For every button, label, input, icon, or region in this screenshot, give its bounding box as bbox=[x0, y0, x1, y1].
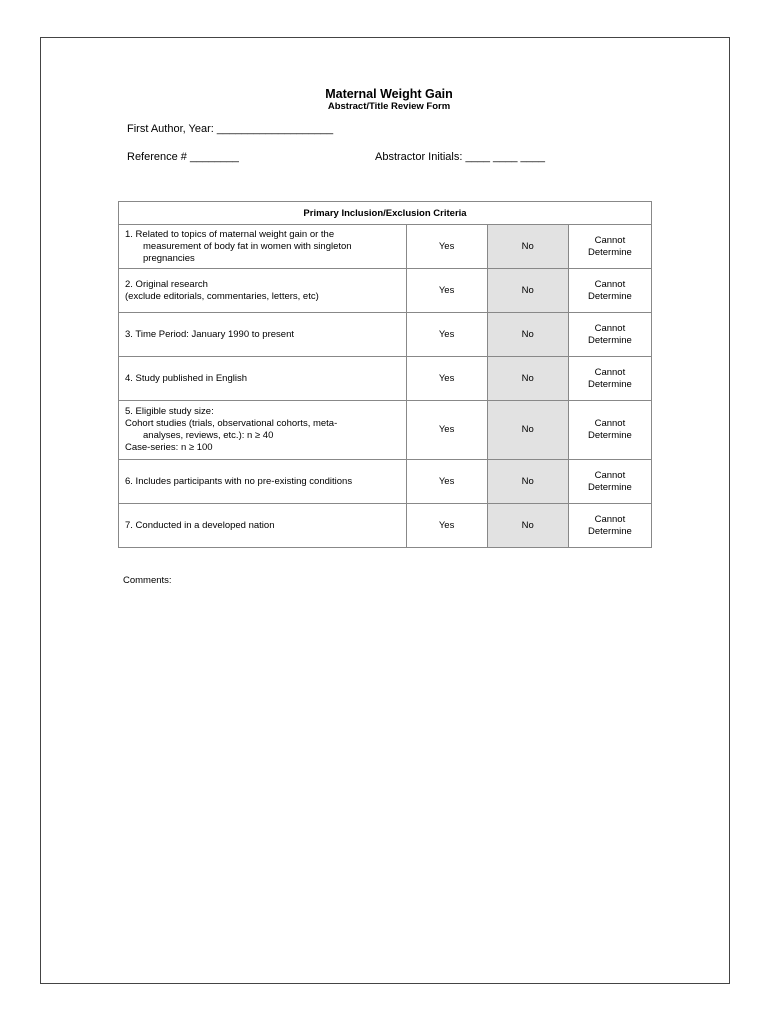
form-subtitle: Abstract/Title Review Form bbox=[327, 101, 451, 112]
option-line: Determine bbox=[587, 481, 632, 493]
cannot-determine-option[interactable] bbox=[568, 504, 651, 548]
criterion-cell bbox=[119, 313, 407, 357]
option-line: Cannot bbox=[594, 366, 626, 378]
criterion-line: 7. Conducted in a developed nation bbox=[125, 519, 275, 531]
criterion-cell bbox=[119, 460, 407, 504]
yes-option[interactable]: Yes bbox=[406, 357, 487, 401]
criterion-line: 3. Time Period: January 1990 to present bbox=[125, 328, 294, 340]
no-option[interactable]: No bbox=[487, 357, 568, 401]
cannot-determine-option[interactable] bbox=[568, 401, 651, 460]
yes-option[interactable]: Yes bbox=[406, 401, 487, 460]
comments-label: Comments: bbox=[123, 575, 172, 586]
table-row bbox=[119, 357, 652, 401]
yes-option[interactable]: Yes bbox=[406, 313, 487, 357]
no-option[interactable]: No bbox=[487, 504, 568, 548]
criterion-line: 6. Includes participants with no pre-existing conditions bbox=[125, 475, 353, 487]
criteria-table-header: Primary Inclusion/Exclusion Criteria bbox=[119, 202, 652, 225]
criterion-cell bbox=[119, 504, 407, 548]
option-line: Cannot bbox=[594, 513, 626, 525]
criterion-line: 5. Eligible study size: bbox=[125, 406, 214, 417]
table-row bbox=[119, 504, 652, 548]
criteria-table bbox=[118, 201, 652, 548]
criterion-cell bbox=[119, 401, 407, 460]
yes-option[interactable]: Yes bbox=[406, 225, 487, 269]
table-row bbox=[119, 460, 652, 504]
option-line: Determine bbox=[587, 430, 632, 441]
option-line: Cannot bbox=[594, 418, 626, 429]
criterion-line: 4. Study published in English bbox=[125, 372, 247, 384]
reference-number-field[interactable]: Reference # ________ bbox=[127, 151, 239, 163]
criterion-line: 2. Original research bbox=[125, 278, 208, 290]
yes-option[interactable]: Yes bbox=[406, 460, 487, 504]
criterion-line: pregnancies bbox=[143, 252, 195, 264]
form-title: Maternal Weight Gain bbox=[325, 87, 453, 101]
table-row bbox=[119, 313, 652, 357]
criterion-line: analyses, reviews, etc.): n ≥ 40 bbox=[143, 430, 274, 441]
option-line: Cannot bbox=[594, 469, 626, 481]
criterion-cell bbox=[119, 357, 407, 401]
no-option[interactable]: No bbox=[487, 225, 568, 269]
criterion-line: 1. Related to topics of maternal weight gain or the bbox=[125, 228, 335, 240]
option-line: Determine bbox=[587, 290, 632, 302]
option-line: Cannot bbox=[594, 278, 626, 290]
yes-option[interactable]: Yes bbox=[406, 269, 487, 313]
option-line: Cannot bbox=[594, 234, 626, 246]
no-option[interactable]: No bbox=[487, 313, 568, 357]
cannot-determine-option[interactable] bbox=[568, 460, 651, 504]
criterion-line: (exclude editorials, commentaries, letters, etc) bbox=[125, 290, 319, 302]
cannot-determine-option[interactable] bbox=[568, 225, 651, 269]
option-line: Determine bbox=[587, 334, 632, 346]
option-line: Determine bbox=[587, 525, 632, 537]
criterion-cell bbox=[119, 269, 407, 313]
cannot-determine-option[interactable] bbox=[568, 313, 651, 357]
cannot-determine-option[interactable] bbox=[568, 357, 651, 401]
option-line: Determine bbox=[587, 246, 632, 258]
table-row bbox=[119, 269, 652, 313]
cannot-determine-option[interactable] bbox=[568, 269, 651, 313]
abstractor-initials-field[interactable]: Abstractor Initials: ____ ____ ____ bbox=[375, 151, 546, 163]
criterion-line: Cohort studies (trials, observational cohorts, meta- bbox=[125, 418, 338, 429]
criterion-line: measurement of body fat in women with singleton bbox=[143, 240, 352, 252]
table-row bbox=[119, 401, 652, 460]
option-line: Determine bbox=[587, 378, 632, 390]
yes-option[interactable]: Yes bbox=[406, 504, 487, 548]
table-row bbox=[119, 225, 652, 269]
criterion-line: Case-series: n ≥ 100 bbox=[125, 442, 213, 453]
no-option[interactable]: No bbox=[487, 269, 568, 313]
no-option[interactable]: No bbox=[487, 460, 568, 504]
criterion-cell bbox=[119, 225, 407, 269]
first-author-year-field[interactable]: First Author, Year: ___________________ bbox=[127, 123, 334, 135]
option-line: Cannot bbox=[594, 322, 626, 334]
no-option[interactable]: No bbox=[487, 401, 568, 460]
